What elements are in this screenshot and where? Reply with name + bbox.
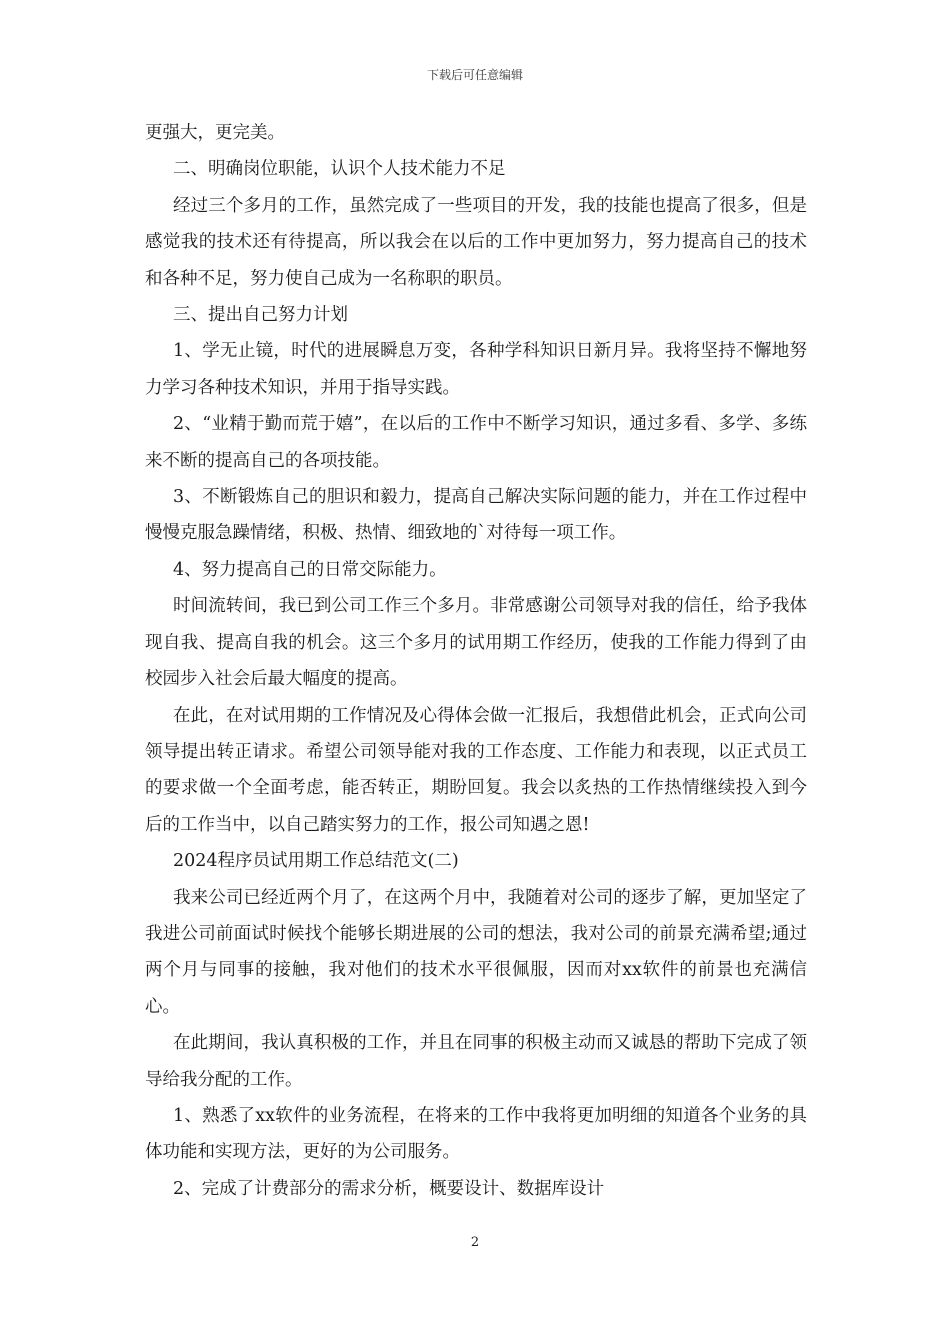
plan-item-4: 4、努力提高自己的日常交际能力。 (173, 559, 447, 580)
page-header: 下载后可任意编辑 (426, 68, 523, 82)
section-heading-three: 三、提出自己努力计划 (173, 305, 348, 326)
paragraph-request: 在此，在对试用期的工作情况及心得体会做一汇报后，我想借此机会，正式向公司领导提出转正请求。希望公司领导能对我的工作态度、工作能力和表现，以正式员工的要求做一个全面考虑，能否转正，期盼回复。我会以炙热的工作热情继续投入到今后的工作当中，以自己踏实努力的工作，报公司知遇之恩! (145, 705, 807, 835)
article-two-title: 2024程序员试用期工作总结范文(二) (173, 851, 459, 872)
page-number: 2 (470, 1235, 480, 1250)
plan-item-1: 1、学无止镜，时代的进展瞬息万变，各种学科知识日新月异。我将坚持不懈地努力学习各种技术知识，并用于指导实践。 (145, 341, 807, 398)
paragraph-work-period: 在此期间，我认真积极的工作，并且在同事的积极主动而又诚恳的帮助下完成了领导给我分配的工作。 (145, 1033, 807, 1090)
paragraph-skills: 经过三个多月的工作，虽然完成了一些项目的开发，我的技能也提高了很多，但是感觉我的技术还有待提高，所以我会在以后的工作中更加努力，努力提高自己的技术和各种不足，努力使自己成为一名称职的职员。 (145, 195, 807, 289)
plan-item-3: 3、不断锻炼自己的胆识和毅力，提高自己解决实际问题的能力，并在工作过程中慢慢克服急躁情绪，积极、热情、细致地的`对待每一项工作。 (145, 487, 807, 544)
plan-item-2: 2、“业精于勤而荒于嬉”，在以后的工作中不断学习知识，通过多看、多学、多练来不断的提高自己的各项技能。 (145, 414, 807, 471)
work-item-2: 2、完成了计费部分的需求分析，概要设计、数据库设计 (173, 1178, 605, 1199)
paragraph-continuation: 更强大，更完美。 (145, 123, 285, 143)
document-body (145, 115, 807, 1207)
paragraph-intro: 我来公司已经近两个月了，在这两个月中，我随着对公司的逐步了解，更加坚定了我进公司前面试时候找个能够长期进展的公司的想法，我对公司的前景充满希望;通过两个月与同事的接触，我对他们的技术水平很佩服，因而对xx软件的前景也充满信心。 (145, 887, 807, 1017)
paragraph-gratitude: 时间流转间，我已到公司工作三个多月。非常感谢公司领导对我的信任，给予我体现自我、提高自我的机会。这三个多月的试用期工作经历，使我的工作能力得到了由校园步入社会后最大幅度的提高。 (145, 596, 807, 690)
section-heading-two: 二、明确岗位职能，认识个人技术能力不足 (173, 159, 506, 180)
work-item-1: 1、熟悉了xx软件的业务流程，在将来的工作中我将更加明细的知道各个业务的具体功能和实现方法，更好的为公司服务。 (145, 1105, 807, 1163)
